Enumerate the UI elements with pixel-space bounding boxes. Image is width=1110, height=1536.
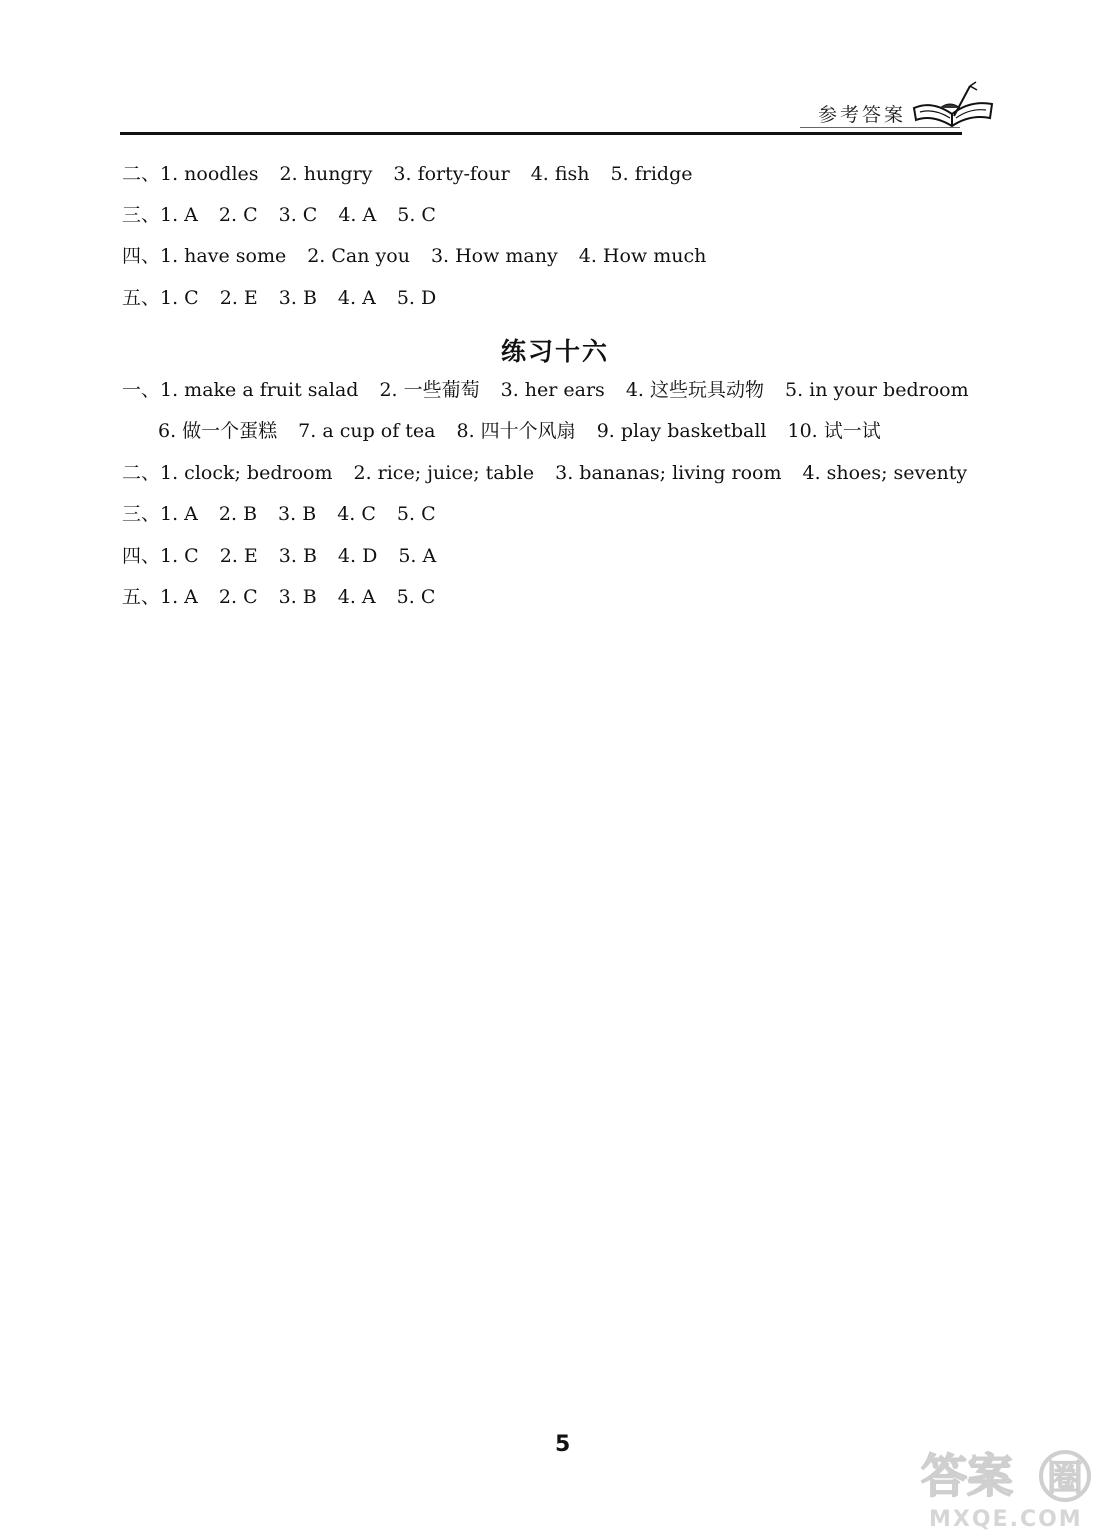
answer-item: 4. D xyxy=(337,545,378,567)
answer-item: 1. C xyxy=(160,287,199,309)
question-number: 五、 xyxy=(122,287,161,309)
answer-item: 4. A xyxy=(337,287,376,309)
answer-line-4 xyxy=(122,244,727,268)
answer-item: 3. B xyxy=(278,545,317,567)
section-line-5 xyxy=(122,585,456,609)
answer-item: 3. B xyxy=(278,503,317,525)
answer-item: 5. C xyxy=(396,586,436,608)
svg-text:圈: 圈 xyxy=(1047,1458,1084,1499)
answer-item: 3. her ears xyxy=(500,379,605,401)
answer-item: 4. A xyxy=(338,204,377,226)
answer-item: 2. B xyxy=(218,503,258,525)
answer-item: 2. E xyxy=(219,287,258,309)
watermark-logo xyxy=(915,1440,1095,1532)
answer-item: 9. play basketball xyxy=(596,420,767,442)
answer-item: 10. 试一试 xyxy=(787,420,881,442)
answer-item: 3. C xyxy=(278,204,318,226)
answer-item: 4. 这些玩具动物 xyxy=(625,379,764,401)
section-title: 练习十六 xyxy=(500,337,609,366)
answer-item: 5. fridge xyxy=(610,163,693,185)
answer-item: 5. A xyxy=(398,545,437,567)
answer-item: 4. fish xyxy=(530,163,590,185)
answer-item: 6. 做一个蛋糕 xyxy=(158,420,278,442)
answer-item: 2. E xyxy=(219,545,258,567)
answer-item: 3. bananas; living room xyxy=(555,462,782,484)
answer-item: 1. A xyxy=(160,204,198,226)
answer-item: 5. C xyxy=(397,204,436,226)
section-line-1-continued xyxy=(158,419,902,443)
answer-item: 4. C xyxy=(337,503,376,525)
question-number: 二、 xyxy=(122,462,161,484)
open-book-icon xyxy=(910,78,996,134)
answer-item: 3. forty-four xyxy=(393,163,510,185)
question-number: 五、 xyxy=(122,586,161,608)
answer-item: 5. D xyxy=(396,287,437,309)
question-number: 三、 xyxy=(122,503,161,525)
answer-item: 2. hungry xyxy=(279,163,373,185)
section-line-4 xyxy=(122,544,457,568)
header-thin-rule xyxy=(800,127,960,128)
answer-item: 3. How many xyxy=(430,245,558,267)
header-label: 参考答案 xyxy=(818,104,907,126)
question-number: 四、 xyxy=(122,245,161,267)
answer-item: 5. C xyxy=(396,503,436,525)
answer-item: 4. A xyxy=(337,586,376,608)
svg-text:MXQE.COM: MXQE.COM xyxy=(929,1507,1083,1532)
svg-text:答案: 答案 xyxy=(921,1449,1013,1503)
answer-item: 7. a cup of tea xyxy=(298,420,436,442)
answer-item: 1. noodles xyxy=(160,163,259,185)
answer-item: 2. C xyxy=(218,586,258,608)
question-number: 三、 xyxy=(122,204,161,226)
answer-item: 2. 一些葡萄 xyxy=(379,379,480,401)
answer-item: 2. C xyxy=(218,204,258,226)
answer-line-3 xyxy=(122,203,457,227)
answer-item: 1. clock; bedroom xyxy=(160,462,333,484)
answer-item: 3. B xyxy=(278,287,317,309)
page-number: 5 xyxy=(555,1432,571,1457)
answer-line-5 xyxy=(122,286,457,310)
question-number: 四、 xyxy=(122,545,161,567)
answer-item: 4. How much xyxy=(578,245,707,267)
answer-item: 1. make a fruit salad xyxy=(160,379,359,401)
question-number: 二、 xyxy=(122,163,161,185)
answer-item: 5. in your bedroom xyxy=(784,379,969,401)
answer-item: 2. rice; juice; table xyxy=(353,462,535,484)
header-rule xyxy=(120,132,962,135)
question-number: 一、 xyxy=(122,379,161,401)
answer-line-2 xyxy=(122,162,713,186)
section-line-3 xyxy=(122,502,457,526)
answer-item: 1. have some xyxy=(160,245,287,267)
answer-item: 3. B xyxy=(278,586,317,608)
answer-item: 2. Can you xyxy=(307,245,410,267)
answer-item: 1. A xyxy=(160,586,198,608)
section-line-2 xyxy=(122,461,988,485)
answer-item: 1. A xyxy=(160,503,198,525)
answer-item: 8. 四十个风扇 xyxy=(456,420,576,442)
answer-item: 1. C xyxy=(160,545,199,567)
answer-item: 4. shoes; seventy xyxy=(802,462,968,484)
section-line-1 xyxy=(122,378,990,402)
